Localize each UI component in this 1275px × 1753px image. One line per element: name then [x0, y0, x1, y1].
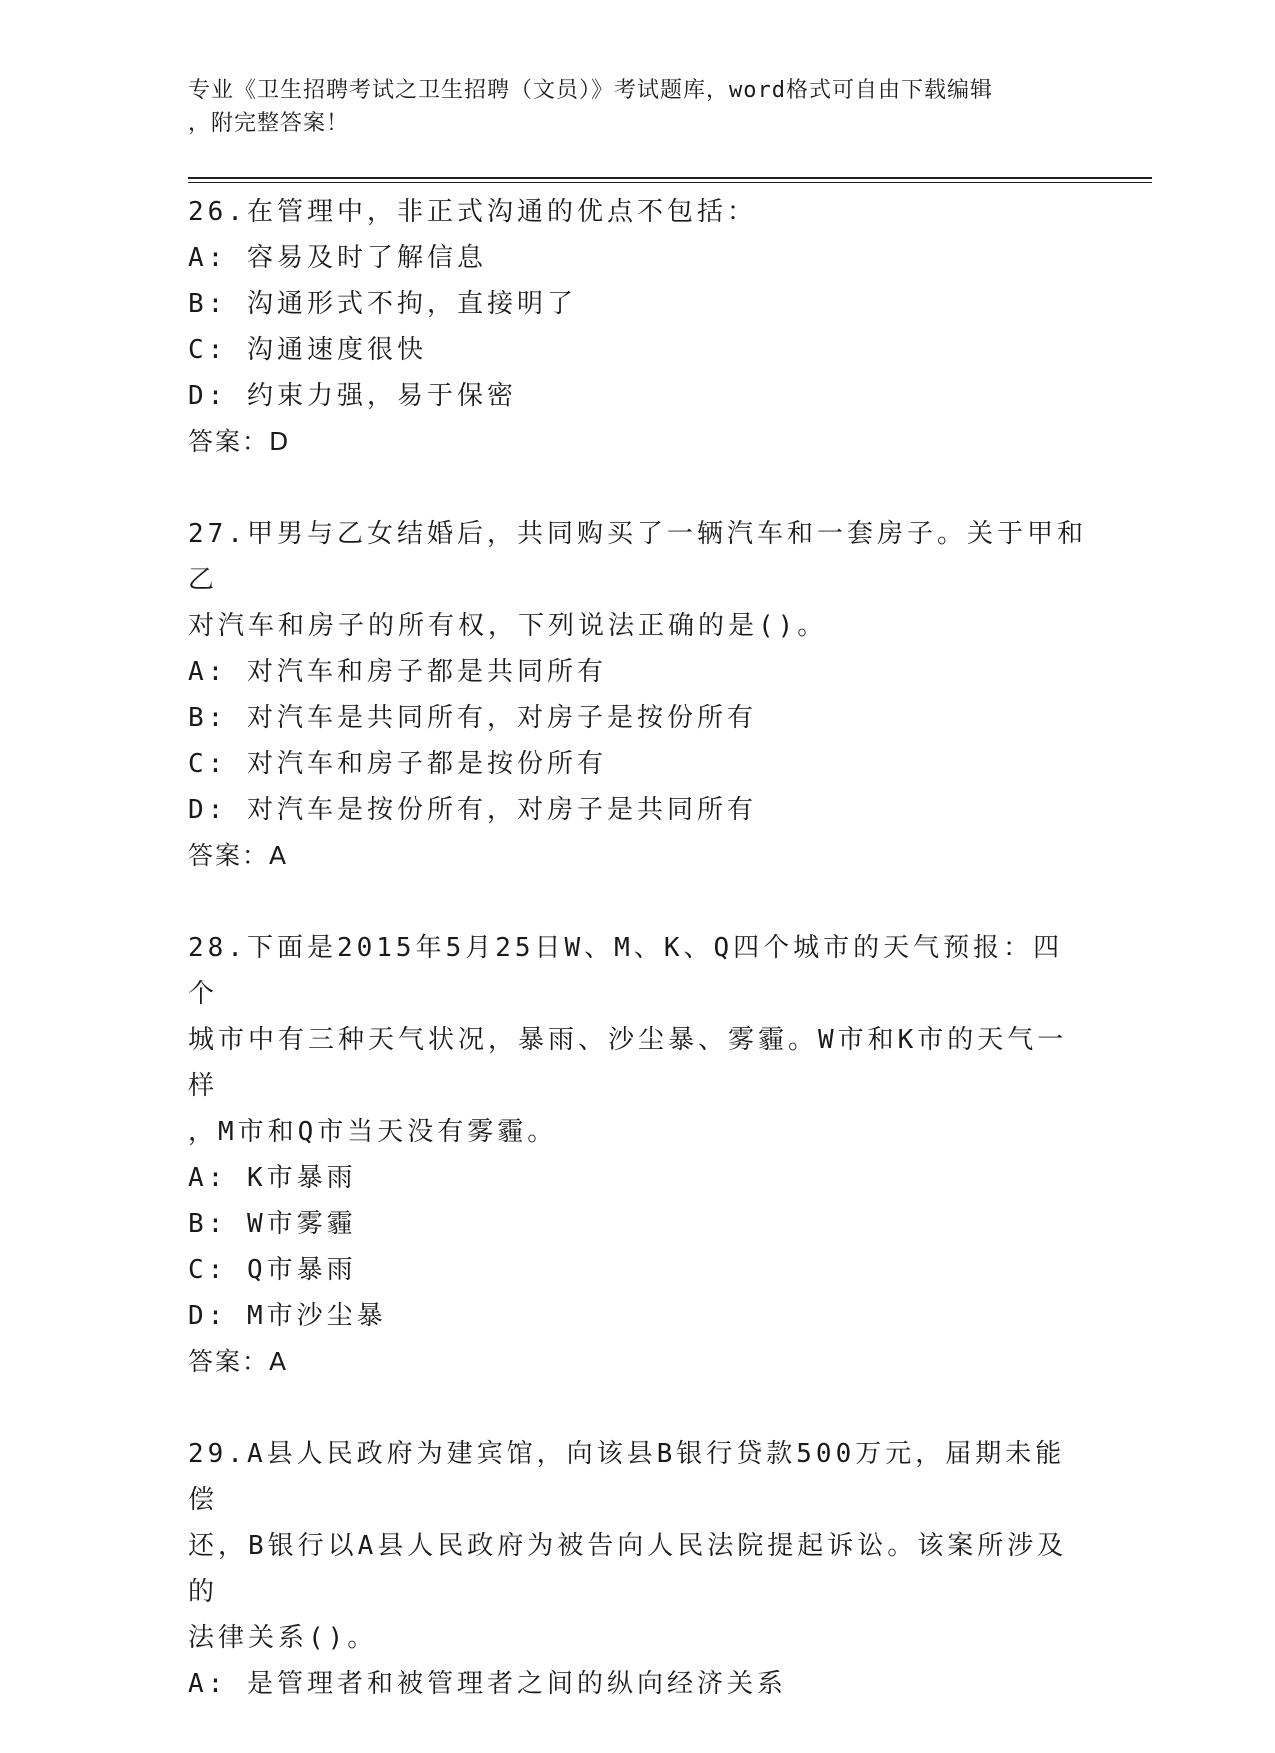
question-29 — [188, 1431, 1088, 1707]
document-header — [188, 74, 1068, 140]
question-stem-line: 对汽车和房子的所有权，下列说法正确的是()。 — [188, 611, 828, 641]
option-b: B: 沟通形式不拘，直接明了 — [188, 289, 577, 319]
option-a: A: 对汽车和房子都是共同所有 — [188, 657, 607, 687]
option-a: A: K市暴雨 — [188, 1163, 357, 1193]
question-list — [188, 189, 1088, 1753]
header-divider-thin — [188, 182, 1152, 183]
option-c: C: 沟通速度很快 — [188, 335, 427, 365]
question-stem-line: 城市中有三种天气状况，暴雨、沙尘暴、雾霾。W市和K市的天气一样 — [188, 1025, 1068, 1101]
answer-label: 答案：A — [188, 1347, 289, 1376]
question-stem-line: ，M市和Q市当天没有雾霾。 — [188, 1117, 558, 1147]
question-stem-line: 27.甲男与乙女结婚后，共同购买了一辆汽车和一套房子。关于甲和乙 — [188, 519, 1087, 595]
question-stem-line: 26.在管理中，非正式沟通的优点不包括： — [188, 197, 757, 227]
question-stem-line: 28.下面是2015年5月25日W、M、K、Q四个城市的天气预报：四个 — [188, 933, 1064, 1009]
option-d: D: M市沙尘暴 — [188, 1301, 387, 1331]
answer-label: 答案：A — [188, 841, 289, 870]
option-d: D: 对汽车是按份所有，对房子是共同所有 — [188, 795, 757, 825]
header-line-2: ，附完整答案！ — [188, 111, 350, 136]
header-line-1: 专业《卫生招聘考试之卫生招聘（文员）》考试题库，word格式可自由下载编辑 — [188, 78, 993, 103]
option-b: B: W市雾霾 — [188, 1209, 357, 1239]
answer-label: 答案：D — [188, 427, 291, 456]
question-stem-line: 法律关系()。 — [188, 1623, 378, 1653]
question-stem-line: 29.A县人民政府为建宾馆，向该县B银行贷款500万元，届期未能偿 — [188, 1439, 1066, 1515]
question-26 — [188, 189, 1088, 465]
option-c: C: Q市暴雨 — [188, 1255, 357, 1285]
option-a: A: 是管理者和被管理者之间的纵向经济关系 — [188, 1669, 787, 1699]
option-c: C: 对汽车和房子都是按份所有 — [188, 749, 607, 779]
question-27 — [188, 511, 1088, 879]
question-stem-line: 还，B银行以A县人民政府为被告向人民法院提起诉讼。该案所涉及的 — [188, 1531, 1068, 1607]
option-b: B: 对汽车是共同所有，对房子是按份所有 — [188, 703, 757, 733]
question-28 — [188, 925, 1088, 1385]
option-a: A: 容易及时了解信息 — [188, 243, 487, 273]
option-d: D: 约束力强，易于保密 — [188, 381, 517, 411]
header-divider-thick — [188, 177, 1152, 179]
